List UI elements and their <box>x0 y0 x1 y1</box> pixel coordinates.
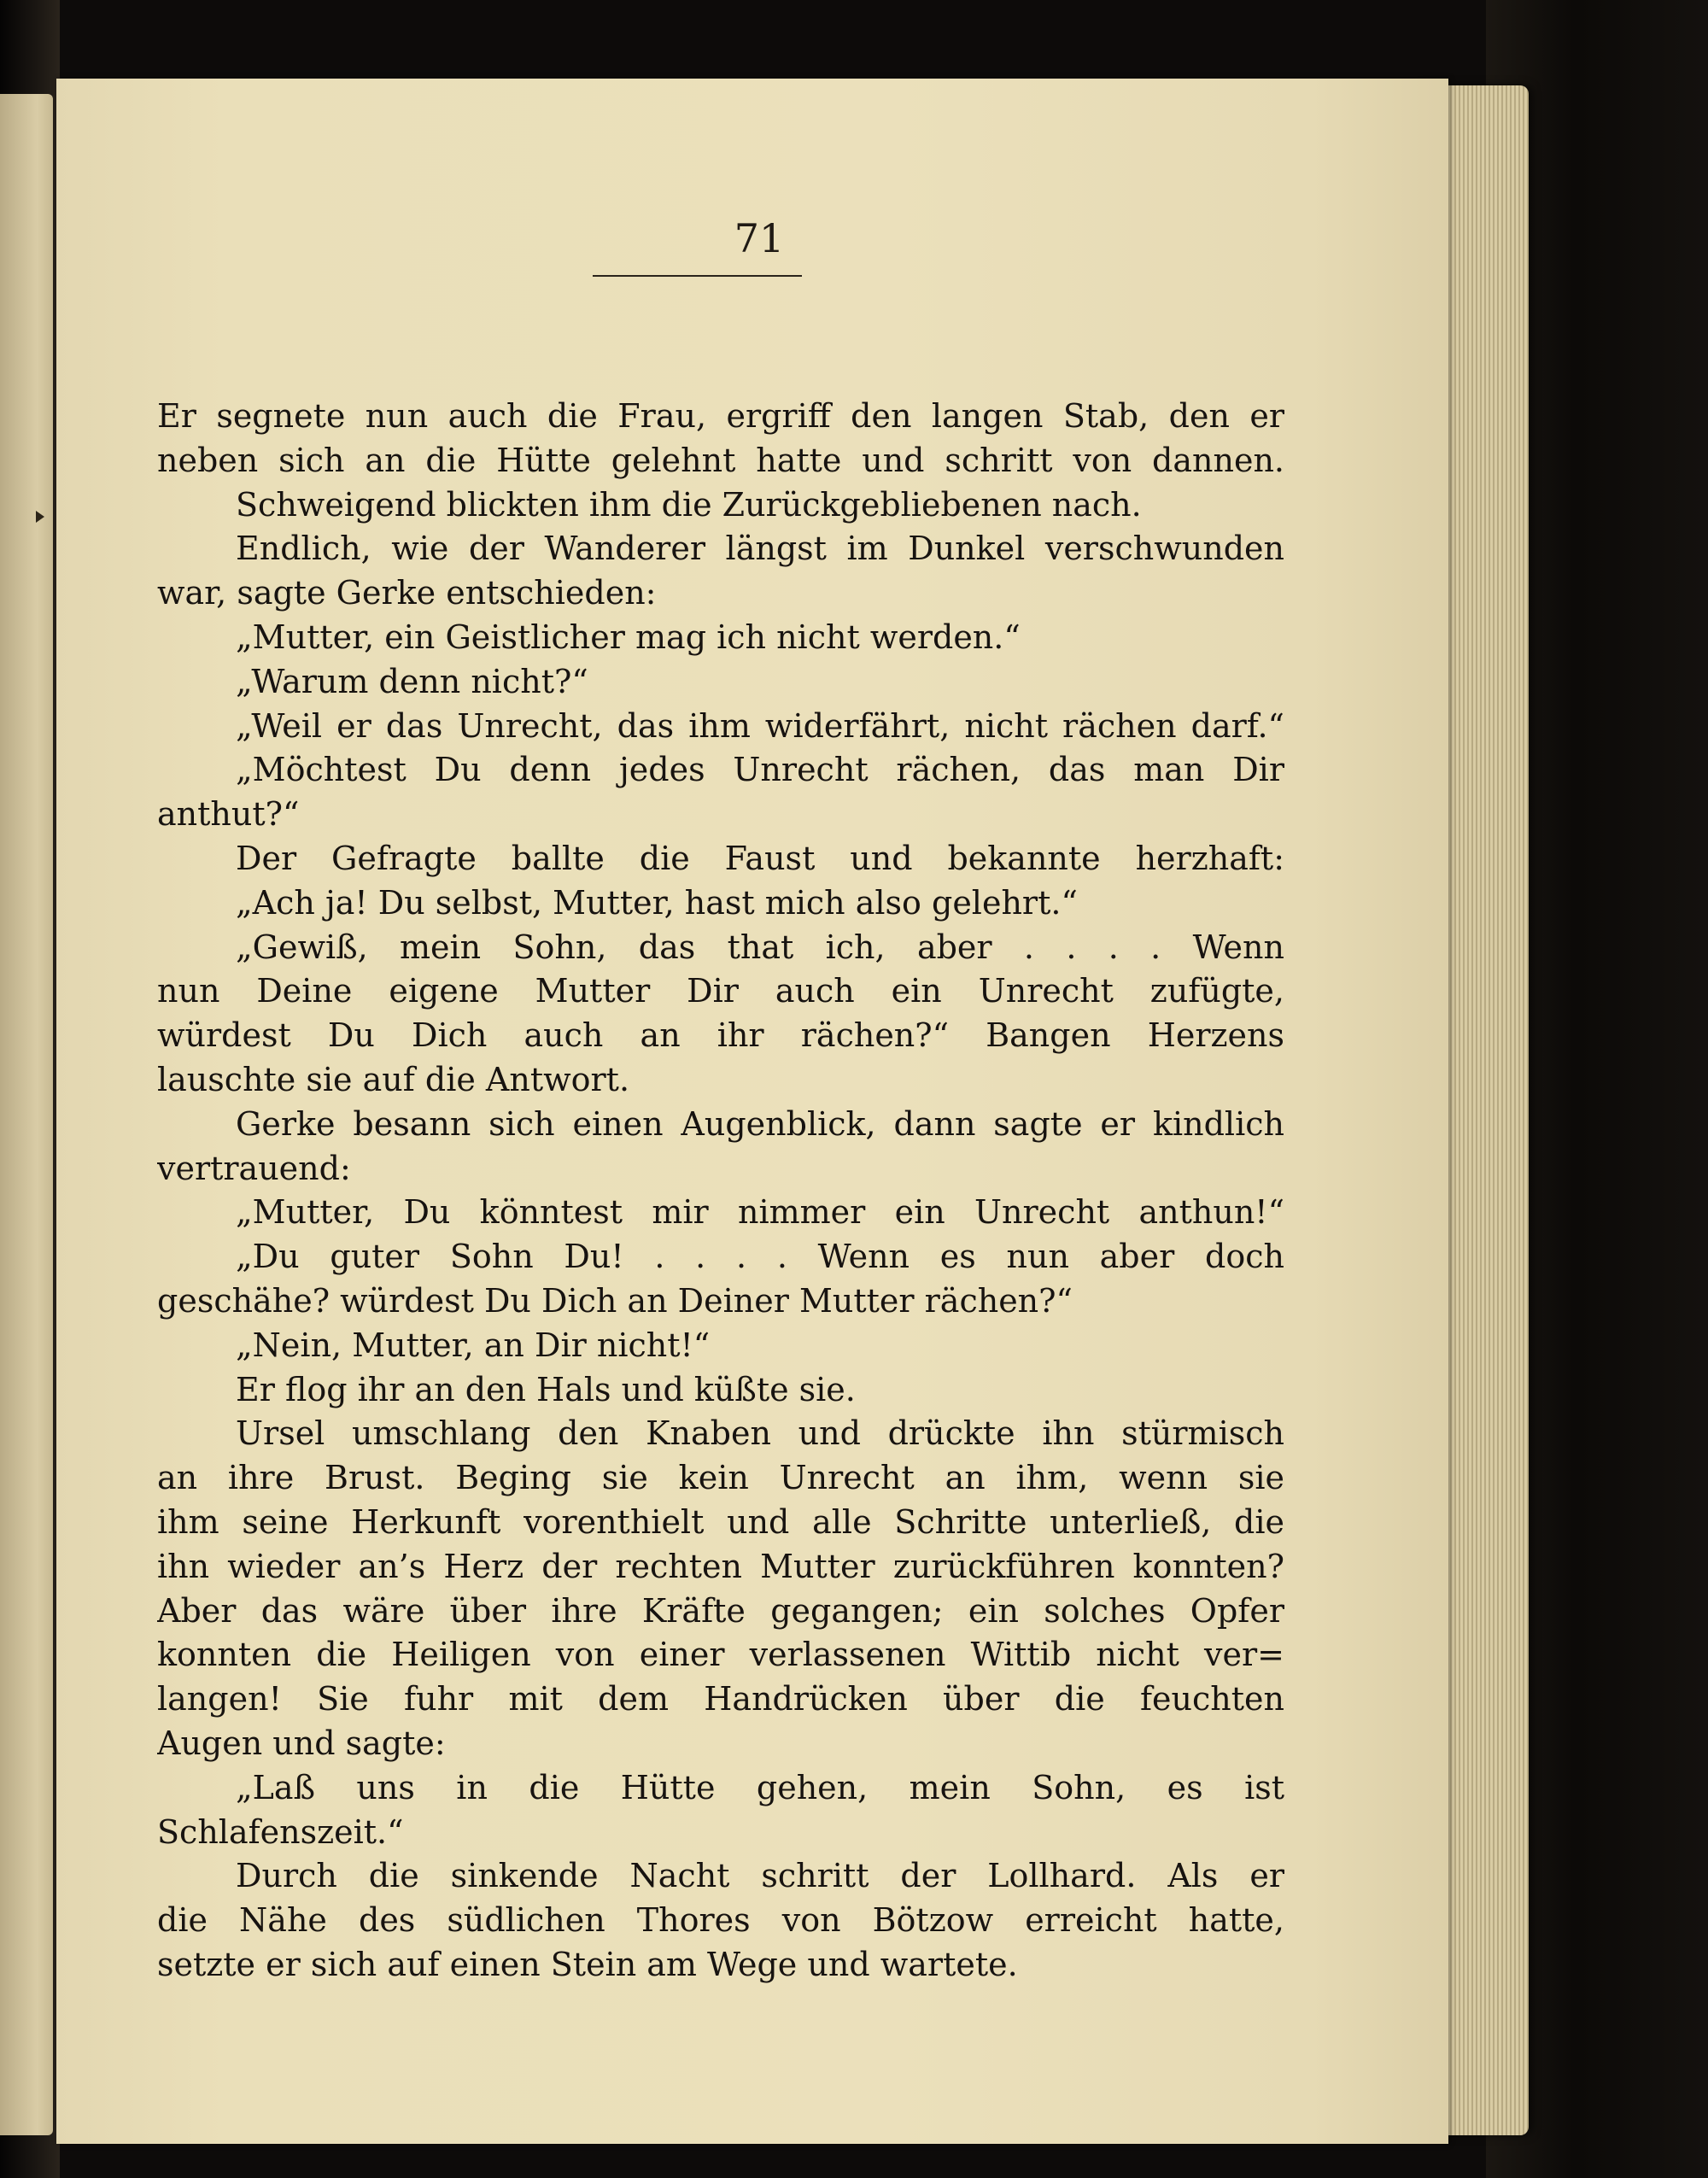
text-line: Schweigend blickten ihm die Zurückgebliebenen nach. <box>236 485 1142 524</box>
text-line: „Laß uns in die Hütte gehen, mein Sohn, es ist <box>236 1768 1284 1806</box>
text-line: „Gewiß, mein Sohn, das that ich, aber . . . . Wenn <box>236 928 1284 966</box>
text-line: Der Gefragte ballte die Faust und bekannte herzhaft: <box>236 839 1284 877</box>
text-line: war, sagte Gerke entschieden: <box>157 574 657 612</box>
facing-page-edge <box>0 94 53 2135</box>
text-line: Durch die sinkende Nacht schritt der Lollhard. Als er <box>236 1857 1284 1895</box>
header-rule <box>593 275 802 277</box>
text-line: konnten die Heiligen von einer verlassenen Wittib nicht ver= <box>157 1636 1284 1674</box>
text-line: Ursel umschlang den Knaben und drückte ihn stürmisch <box>236 1414 1284 1453</box>
text-line: setzte er sich auf einen Stein am Wege und wartete. <box>157 1945 1018 1983</box>
text-line: „Möchtest Du denn jedes Unrecht rächen, das man Dir <box>236 751 1284 789</box>
text-line: anthut?“ <box>157 795 300 834</box>
text-line: Er segnete nun auch die Frau, ergriff den langen Stab, den er <box>157 397 1284 435</box>
text-line: würdest Du Dich auch an ihr rächen?“ Bangen Herzens <box>157 1016 1284 1055</box>
text-line: Aber das wäre über ihre Kräfte gegangen; ein solches Opfer <box>157 1591 1284 1630</box>
text-line: „Ach ja! Du selbst, Mutter, hast mich also gelehrt.“ <box>236 883 1078 922</box>
text-line: „Nein, Mutter, an Dir nicht!“ <box>236 1326 711 1364</box>
text-line: an ihre Brust. Beging sie kein Unrecht an ihm, wenn sie <box>157 1459 1284 1497</box>
text-line: ihn wieder an’s Herz der rechten Mutter zurückführen konnten? <box>157 1547 1284 1585</box>
text-line: „Weil er das Unrecht, das ihm widerfährt, nicht rächen darf.“ <box>236 706 1284 745</box>
text-line: Gerke besann sich einen Augenblick, dann sagte er kindlich <box>236 1104 1284 1143</box>
body-text <box>157 395 1284 1988</box>
text-line: neben sich an die Hütte gelehnt hatte und schritt von dannen. <box>157 441 1284 479</box>
text-line: langen! Sie fuhr mit dem Handrücken über die feuchten <box>157 1680 1284 1718</box>
text-line: Endlich, wie der Wanderer längst im Dunkel verschwunden <box>236 530 1284 568</box>
text-line: „Mutter, ein Geistlicher mag ich nicht werden.“ <box>236 618 1021 656</box>
text-line: Er flog ihr an den Hals und küßte sie. <box>236 1370 856 1408</box>
text-line: Schlafenszeit.“ <box>157 1812 404 1851</box>
text-line: vertrauend: <box>157 1149 351 1187</box>
text-line: ihm seine Herkunft vorenthielt und alle Schritte unterließ, die <box>157 1502 1284 1541</box>
text-line: „Mutter, Du könntest mir nimmer ein Unrecht anthun!“ <box>236 1193 1284 1232</box>
text-line: „Du guter Sohn Du! . . . . Wenn es nun aber doch <box>236 1238 1284 1276</box>
text-line: die Nähe des südlichen Thores von Bötzow erreicht hatte, <box>157 1901 1284 1940</box>
text-line: nun Deine eigene Mutter Dir auch ein Unrecht zufügte, <box>157 972 1284 1010</box>
book-page <box>56 79 1448 2144</box>
text-line: lauschte sie auf die Antwort. <box>157 1060 630 1098</box>
page-number: 71 <box>734 215 785 261</box>
text-line: Augen und sagte: <box>157 1724 446 1762</box>
text-line: geschähe? würdest Du Dich an Deiner Mutter rächen?“ <box>157 1281 1073 1320</box>
text-line: „Warum denn nicht?“ <box>236 662 588 700</box>
